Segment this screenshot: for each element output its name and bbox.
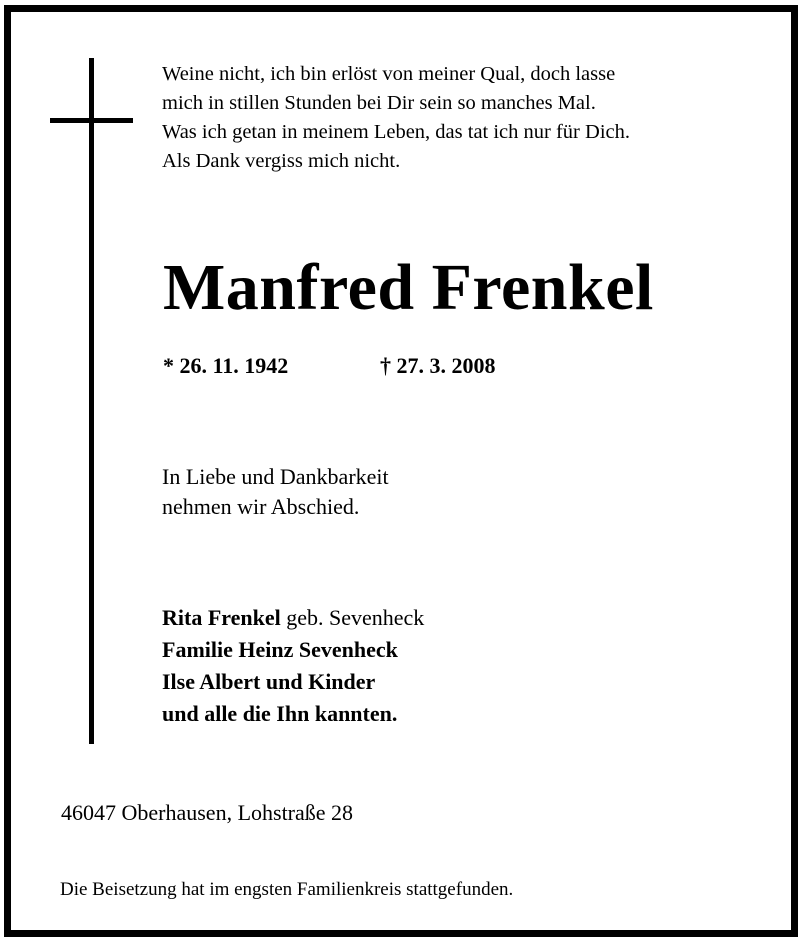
farewell-line: In Liebe und Dankbarkeit [162,464,389,489]
burial-note: Die Beisetzung hat im engsten Familienkreis stattgefunden. [60,879,514,900]
mourner-line: Familie Heinz Sevenheck [162,637,398,662]
birth-date: * 26. 11. 1942 [163,353,289,378]
mourner-line: und alle die Ihn kannten. [162,701,398,726]
cross-horizontal-bar [50,118,133,123]
deceased-name: Manfred Frenkel [163,251,654,324]
poem-line: Als Dank vergiss mich nicht. [162,150,401,172]
death-date: † 27. 3. 2008 [380,353,496,378]
mourners-list [162,602,424,730]
poem-line: mich in stillen Stunden bei Dir sein so manches Mal. [162,92,596,114]
mourner-line [162,602,424,634]
obituary-frame [4,5,798,937]
cross-vertical-bar [89,58,94,744]
mourner-line: Ilse Albert und Kinder [162,669,376,694]
farewell-line: nehmen wir Abschied. [162,494,360,519]
memorial-poem [162,60,630,176]
family-address: 46047 Oberhausen, Lohstraße 28 [61,800,354,825]
mourner-maiden-name: geb. Sevenheck [280,605,425,630]
farewell-text [162,462,389,522]
mourner-name: Rita Frenkel [162,605,281,630]
poem-line: Weine nicht, ich bin erlöst von meiner Qual, doch lasse [162,63,616,85]
poem-line: Was ich getan in meinem Leben, das tat ich nur für Dich. [162,121,630,143]
